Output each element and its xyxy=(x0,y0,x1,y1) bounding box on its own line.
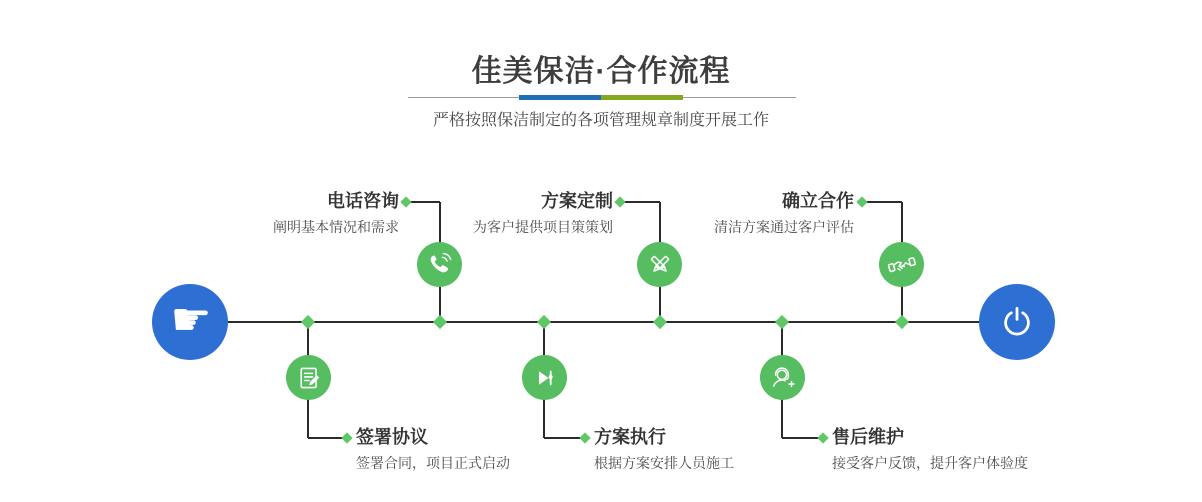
connector-bottom-3-h xyxy=(782,437,820,439)
connector-bottom-2-h xyxy=(544,437,582,439)
play-next-icon xyxy=(528,361,562,395)
page-title: 佳美保洁·合作流程 xyxy=(471,55,731,88)
step-node-phone xyxy=(417,242,462,287)
page-subtitle: 严格按照保洁制定的各项管理规章制度开展工作 xyxy=(432,112,769,129)
step-label-contract xyxy=(356,428,510,471)
phone-icon xyxy=(423,248,457,282)
step-label-service xyxy=(832,428,1028,471)
step-label-execution xyxy=(594,428,734,471)
timeline-node-diamond xyxy=(653,315,667,329)
step-title: 确立合作 xyxy=(782,191,854,211)
customer-service-icon xyxy=(766,361,800,395)
end-node xyxy=(979,284,1055,360)
step-label-plan xyxy=(473,192,613,235)
step-node-contract xyxy=(286,355,331,400)
connector-bottom-1-h xyxy=(308,437,344,439)
step-desc: 根据方案安排人员施工 xyxy=(594,455,734,471)
step-node-service xyxy=(760,355,805,400)
timeline-node-diamond xyxy=(895,315,909,329)
connector-top-3-h xyxy=(862,201,902,203)
power-icon xyxy=(996,301,1038,343)
label-bullet-diamond xyxy=(817,432,828,443)
step-node-execution xyxy=(522,355,567,400)
connector-top-2-h xyxy=(620,201,660,203)
step-desc: 签署合同，项目正式启动 xyxy=(356,455,510,471)
step-desc: 清洁方案通过客户评估 xyxy=(714,219,854,235)
start-node xyxy=(152,284,228,360)
step-title: 签署协议 xyxy=(356,427,428,447)
step-desc: 阐明基本情况和需求 xyxy=(273,219,399,235)
timeline-node-diamond xyxy=(537,315,551,329)
step-desc: 为客户提供项目策策划 xyxy=(473,219,613,235)
step-node-plan xyxy=(637,242,682,287)
timeline-node-diamond xyxy=(301,315,315,329)
divider-green-segment xyxy=(601,95,683,100)
timeline-node-diamond xyxy=(433,315,447,329)
label-bullet-diamond xyxy=(856,196,867,207)
step-label-phone xyxy=(273,192,399,235)
crossed-pencils-icon xyxy=(643,248,677,282)
label-bullet-diamond xyxy=(341,432,352,443)
step-node-cooperation xyxy=(879,242,924,287)
label-bullet-diamond xyxy=(614,196,625,207)
timeline-node-diamond xyxy=(775,315,789,329)
divider-blue-segment xyxy=(519,95,601,100)
label-bullet-diamond xyxy=(400,196,411,207)
divider-accent-bar xyxy=(519,95,683,100)
label-bullet-diamond xyxy=(579,432,590,443)
contract-icon xyxy=(292,361,326,395)
step-title: 方案执行 xyxy=(594,427,666,447)
handshake-icon xyxy=(885,248,919,282)
step-title: 方案定制 xyxy=(541,191,613,211)
step-desc: 接受客户反馈，提升客户体验度 xyxy=(832,455,1028,471)
step-title: 电话咨询 xyxy=(327,191,399,211)
step-label-cooperation xyxy=(714,192,854,235)
pointing-hand-icon: ☛ xyxy=(170,292,212,346)
step-title: 售后维护 xyxy=(832,427,904,447)
